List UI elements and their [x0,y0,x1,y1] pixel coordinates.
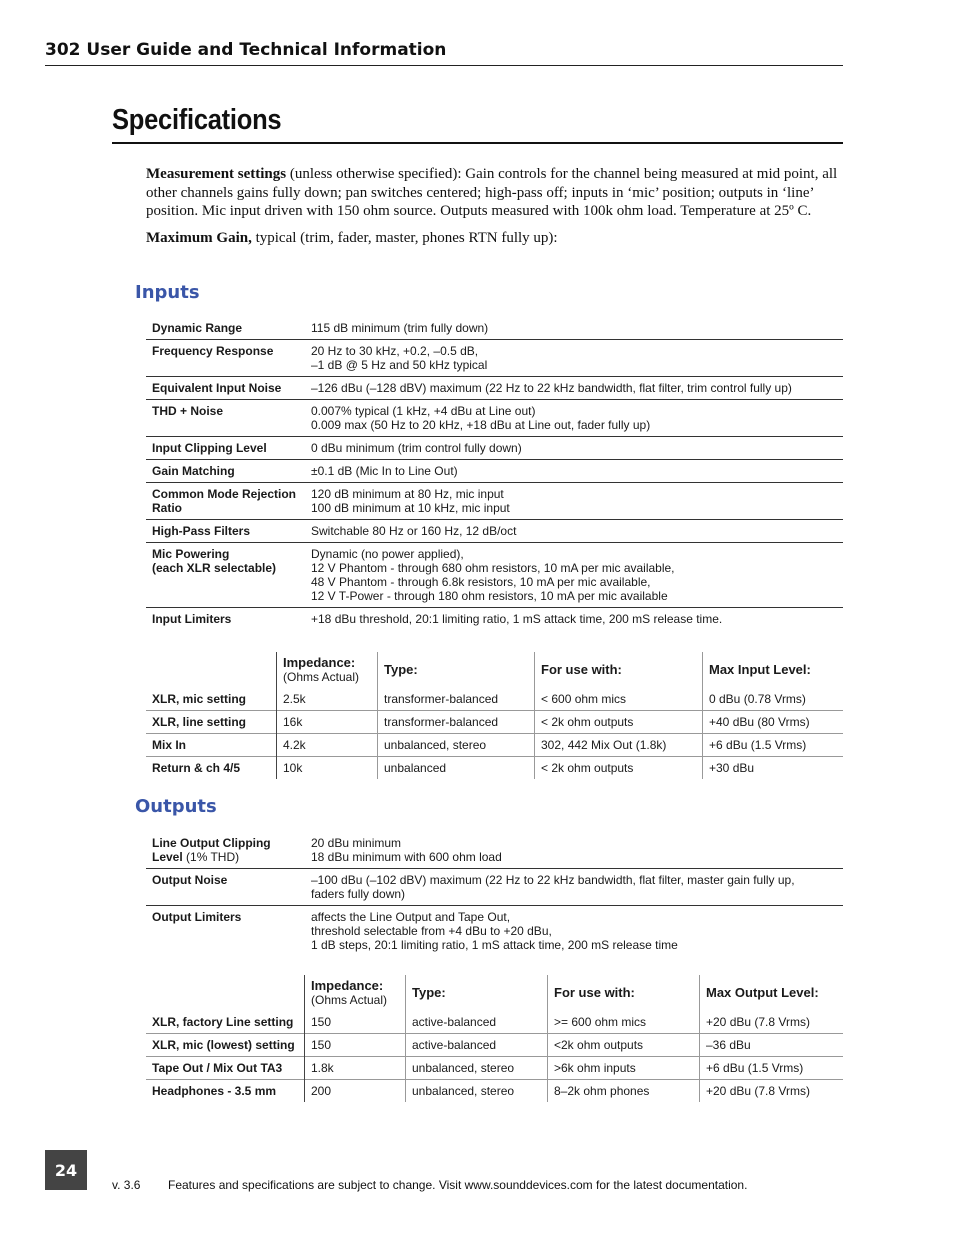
spec-label: Frequency Response [152,344,274,358]
out-type-header: Type: [406,975,548,1011]
row-label: Headphones - 3.5 mm [146,1080,305,1103]
spec-label-cell [146,520,305,543]
spec-label: THD + Noise [152,404,224,418]
use-cell: <2k ohm outputs [548,1034,700,1057]
max-level-cell: +20 dBu (7.8 Vrms) [700,1011,844,1034]
spec-value: 115 dB minimum (trim fully down) [311,321,489,335]
spec-value: 20 Hz to 30 kHz, +0.2, –0.5 dB, –1 dB @ 5 Hz and 50 kHz typical [305,340,843,377]
row-label: Return & ch 4/5 [146,757,277,780]
type-cell: unbalanced, stereo [406,1080,548,1103]
out-max-level-header: Max Output Level: [700,975,844,1011]
spec-label: Equivalent Input Noise [152,381,282,395]
measurement-settings-paragraph [146,165,843,221]
outputs-level-header-row [146,975,843,1011]
spec-row [146,543,843,608]
spec-label: Line Output Clipping Level [152,836,271,864]
header-rule [45,65,843,66]
type-cell: unbalanced, stereo [378,734,535,757]
spec-label: High-Pass Filters [152,524,251,538]
spec-label: Input Limiters [152,612,232,626]
page-title: Specifications [112,104,282,136]
maximum-gain-paragraph [146,229,843,248]
spec-label: Common Mode Rejection Ratio [152,487,297,515]
row-label: XLR, factory Line setting [146,1011,305,1034]
spec-row [146,377,843,400]
title-rule [112,142,843,144]
outputs-spec-table [146,834,843,956]
out-impedance-header [305,975,406,1011]
out-impedance-header-sub: (Ohms Actual) [311,993,388,1007]
spec-label-cell [146,608,305,631]
table-row [146,757,843,780]
page-number: 24 [45,1150,87,1190]
use-cell: < 600 ohm mics [535,688,703,711]
impedance-cell: 150 [305,1011,406,1034]
use-cell: < 2k ohm outputs [535,711,703,734]
max-level-cell: +20 dBu (7.8 Vrms) [700,1080,844,1103]
spec-row [146,437,843,460]
max-level-header: Max Input Level: [703,652,844,688]
spec-row [146,520,843,543]
spec-row [146,340,843,377]
outputs-level-corner [146,975,305,1011]
spec-value: 0 dBu minimum (trim control fully down) [305,437,843,460]
max-level-cell: –36 dBu [700,1034,844,1057]
row-label: XLR, mic setting [146,688,277,711]
impedance-cell: 10k [277,757,378,780]
spec-label-cell [146,437,305,460]
inputs-spec-table [146,319,843,630]
out-impedance-header-label: Impedance: [311,978,384,993]
spec-row [146,460,843,483]
spec-row [146,400,843,437]
maximum-gain-label: Maximum Gain, [146,229,252,246]
impedance-cell: 1.8k [305,1057,406,1080]
max-level-cell: +6 dBu (1.5 Vrms) [703,734,844,757]
table-row [146,1034,843,1057]
outputs-heading: Outputs [135,796,217,817]
table-row [146,1011,843,1034]
spec-row [146,906,843,957]
spec-label: Dynamic Range [152,321,243,335]
maximum-gain-text: typical (trim, fader, master, phones RTN fully up): [251,229,558,246]
spec-value: Dynamic (no power applied), 12 V Phantom - through 680 ohm resistors, 10 mA per mic available, 48 V Phantom - through 6.8k resistors, 10 mA per mic available, 12 V T-Power - through 180 ohm resistors, 10 mA per mic available [305,543,843,608]
spec-row [146,834,843,869]
inputs-level-corner [146,652,277,688]
spec-label-cell [146,400,305,437]
spec-value: 0.007% typical (1 kHz, +4 dBu at Line out) 0.009 max (50 Hz to 20 kHz, +18 dBu at Line out, fader fully up) [305,400,843,437]
use-header: For use with: [535,652,703,688]
type-cell: active-balanced [406,1011,548,1034]
spec-label-cell [146,906,305,957]
row-label: Tape Out / Mix Out TA3 [146,1057,305,1080]
type-cell: active-balanced [406,1034,548,1057]
spec-label: Gain Matching [152,464,235,478]
impedance-cell: 200 [305,1080,406,1103]
row-label: XLR, line setting [146,711,277,734]
table-row [146,1080,843,1103]
spec-row [146,319,843,340]
spec-label-cell [146,543,305,608]
max-level-cell: +30 dBu [703,757,844,780]
spec-value: affects the Line Output and Tape Out, threshold selectable from +4 dBu to +20 dBu, 1 dB steps, 20:1 limiting ratio, 1 mS attack time, 200 mS release time [305,906,843,957]
max-level-cell: +6 dBu (1.5 Vrms) [700,1057,844,1080]
type-cell: unbalanced [378,757,535,780]
max-level-cell: 0 dBu (0.78 Vrms) [703,688,844,711]
outputs-level-table [146,975,843,1102]
spec-label-cell [146,483,305,520]
use-cell: < 2k ohm outputs [535,757,703,780]
footer-note: Features and specifications are subject to change. Visit www.sounddevices.com for the latest documentation. [168,1178,748,1192]
inputs-level-table [146,652,843,779]
footer-version: v. 3.6 [112,1178,141,1192]
impedance-cell: 16k [277,711,378,734]
document-header-title: 302 User Guide and Technical Information [45,40,447,60]
spec-label: Input Clipping Level [152,441,267,455]
type-cell: transformer-balanced [378,711,535,734]
spec-value: 20 dBu minimum 18 dBu minimum with 600 ohm load [311,836,502,864]
row-label: Mix In [146,734,277,757]
impedance-header-sub: (Ohms Actual) [283,670,360,684]
spec-label-cell [146,460,305,483]
spec-row [146,608,843,631]
type-cell: transformer-balanced [378,688,535,711]
spec-label: Output Noise [152,873,228,887]
measurement-settings-text: (unless otherwise specified): Gain controls for the channel being measured at mid point, all other channels gains fully down; pan switches centered; high-pass off; inputs in ‘mic’ position; outputs in ‘line’ position. Mic input driven with 150 ohm source. Outputs measured with 100k ohm load. Temperature at 25º C. [146,166,838,219]
spec-label-cell [146,377,305,400]
spec-value: –100 dBu (–102 dBV) maximum (22 Hz to 22 kHz bandwidth, flat filter, master gain fully up, faders fully down) [305,869,843,906]
max-level-cell: +40 dBu (80 Vrms) [703,711,844,734]
spec-label-cell [146,340,305,377]
impedance-cell: 4.2k [277,734,378,757]
measurement-settings-label: Measurement settings [146,166,287,182]
table-row [146,688,843,711]
row-label: XLR, mic (lowest) setting [146,1034,305,1057]
spec-label: Output Limiters [152,910,242,924]
out-use-header: For use with: [548,975,700,1011]
spec-label-cell [146,834,305,869]
impedance-cell: 2.5k [277,688,378,711]
spec-label-cell [146,319,305,340]
inputs-level-header-row [146,652,843,688]
spec-value: ±0.1 dB (Mic In to Line Out) [305,460,843,483]
inputs-heading: Inputs [135,282,200,303]
impedance-cell: 150 [305,1034,406,1057]
spec-value: –126 dBu (–128 dBV) maximum (22 Hz to 22 kHz bandwidth, flat filter, trim control fully up) [305,377,843,400]
intro-text [146,165,843,255]
spec-label: Mic Powering (each XLR selectable) [152,547,277,575]
impedance-header-label: Impedance: [283,655,356,670]
spec-row [146,483,843,520]
use-cell: >6k ohm inputs [548,1057,700,1080]
impedance-header [277,652,378,688]
table-row [146,711,843,734]
use-cell: 302, 442 Mix Out (1.8k) [535,734,703,757]
use-cell: >= 600 ohm mics [548,1011,700,1034]
spec-row [146,869,843,906]
use-cell: 8–2k ohm phones [548,1080,700,1103]
type-cell: unbalanced, stereo [406,1057,548,1080]
table-row [146,734,843,757]
table-row [146,1057,843,1080]
spec-label-suffix: (1% THD) [182,850,240,864]
spec-value: Switchable 80 Hz or 160 Hz, 12 dB/oct [305,520,843,543]
spec-value: 120 dB minimum at 80 Hz, mic input 100 dB minimum at 10 kHz, mic input [305,483,843,520]
spec-value: +18 dBu threshold, 20:1 limiting ratio, 1 mS attack time, 200 mS release time. [305,608,843,631]
type-header: Type: [378,652,535,688]
spec-label-cell [146,869,305,906]
